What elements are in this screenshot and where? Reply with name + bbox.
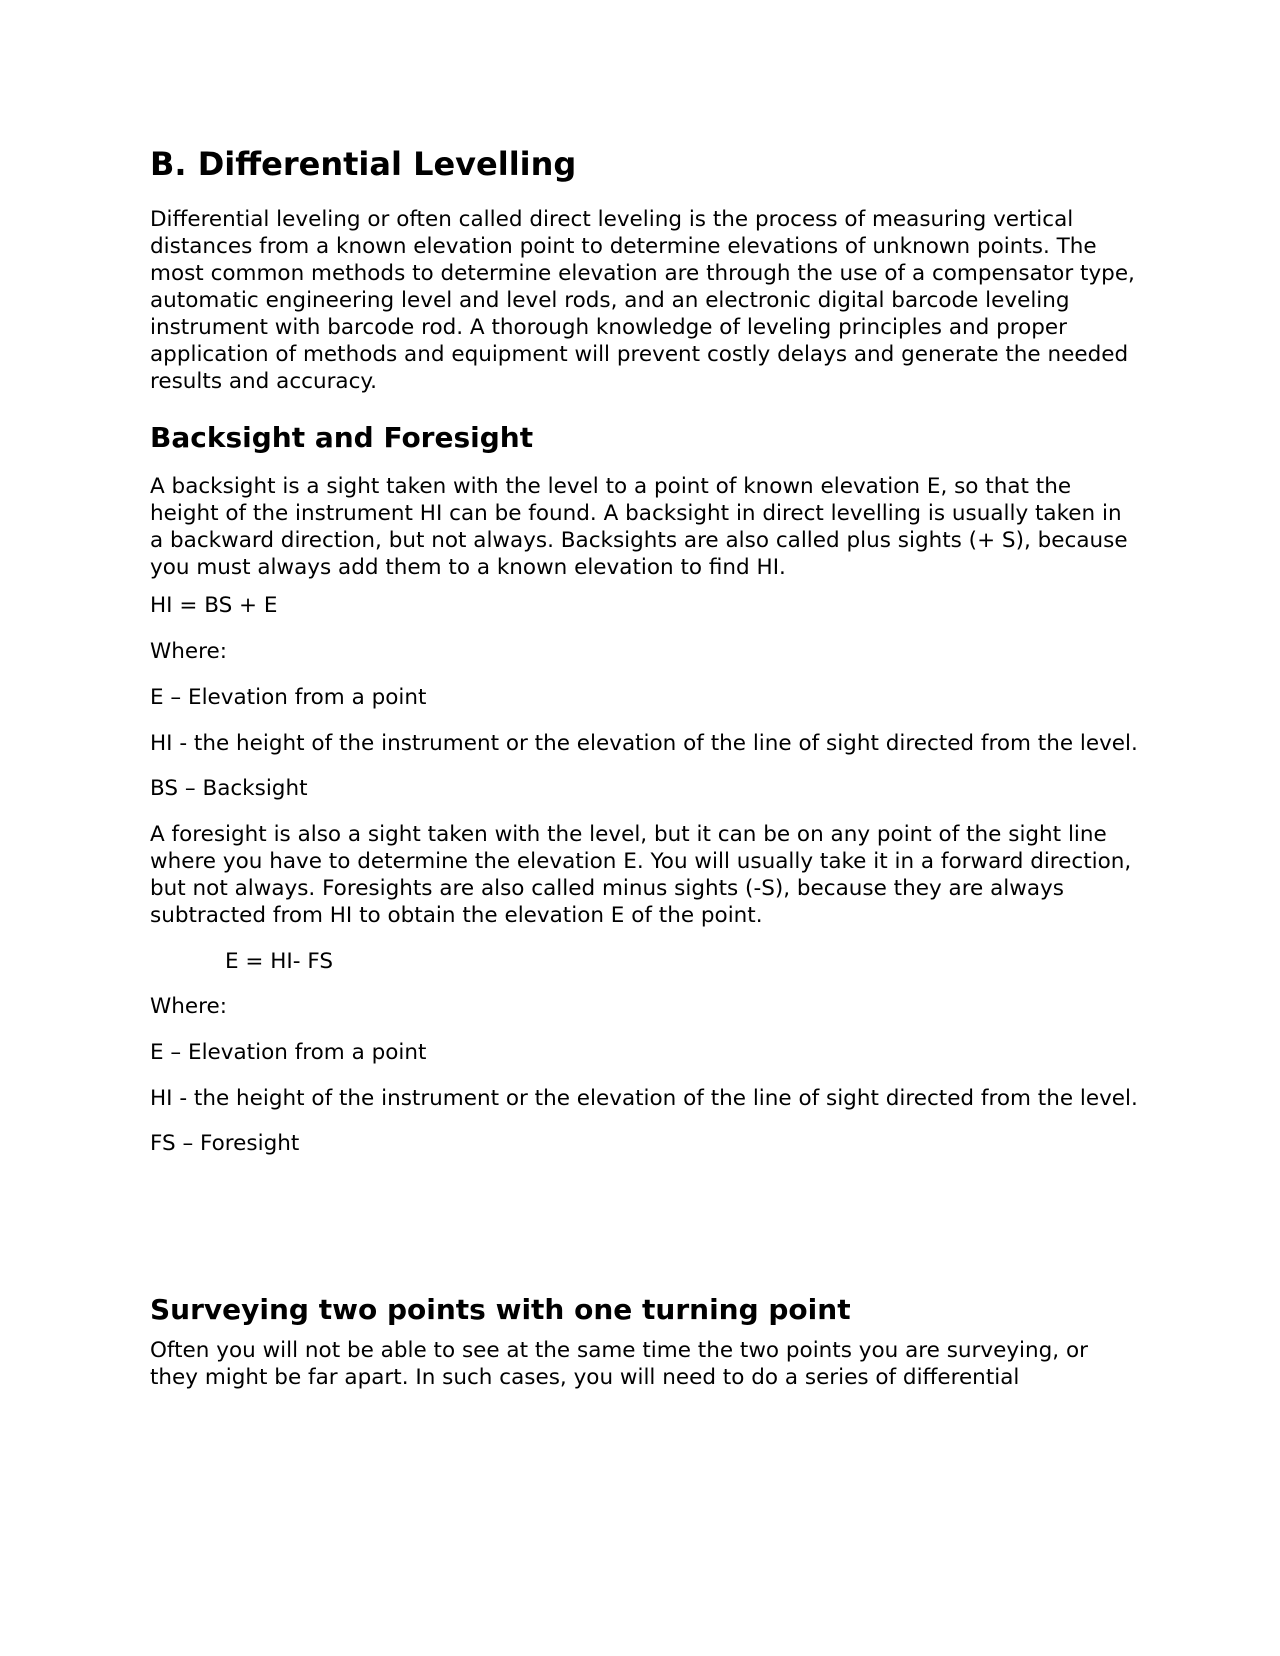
turning-point-paragraph: Often you will not be able to see at the same time the two points you are surveying, or they might be far apart. In such cases, you will need to do a series of differential — [150, 1338, 1088, 1390]
definition-height-of-instrument: HI - the height of the instrument or the elevation of the line of sight directed from the level. — [150, 731, 1138, 756]
definition-backsight: BS – Backsight — [150, 776, 308, 801]
definition-elevation: E – Elevation from a point — [150, 1040, 427, 1065]
formula-elevation: E = HI- FS — [225, 949, 334, 974]
formula-hi: HI = BS + E — [150, 593, 278, 618]
where-label: Where: — [150, 994, 227, 1019]
definition-foresight: FS – Foresight — [150, 1131, 300, 1156]
section-heading-turning-point: Surveying two points with one turning point — [150, 1293, 851, 1326]
document-page — [150, 144, 1140, 1391]
definition-elevation: E – Elevation from a point — [150, 685, 427, 710]
definition-height-of-instrument: HI - the height of the instrument or the elevation of the line of sight directed from the level. — [150, 1086, 1138, 1111]
section-heading-backsight-foresight: Backsight and Foresight — [150, 421, 534, 454]
intro-paragraph: Differential leveling or often called direct leveling is the process of measuring vertical distances from a known elevation point to determine elevations of unknown points. The most common methods to determine elevation are through the use of a compensator type, automatic engineering level and level rods, and an electronic digital barcode leveling instrument with barcode rod. A thorough knowledge of leveling principles and proper application of methods and equipment will prevent costly delays and generate the needed results and accuracy. — [150, 207, 1135, 394]
where-label: Where: — [150, 639, 227, 664]
page-title: B. Differential Levelling — [150, 145, 577, 183]
backsight-paragraph: A backsight is a sight taken with the level to a point of known elevation E, so that the height of the instrument HI can be found. A backsight in direct levelling is usually taken in a backward direction, but not always. Backsights are also called plus sights (+ S), because you must always add them to a known elevation to find HI. — [150, 474, 1128, 580]
foresight-paragraph: A foresight is also a sight taken with the level, but it can be on any point of the sight line where you have to determine the elevation E. You will usually take it in a forward direction, but not always. Foresights are also called minus sights (-S), because they are always subtracted from HI to obtain the elevation E of the point. — [150, 822, 1132, 928]
